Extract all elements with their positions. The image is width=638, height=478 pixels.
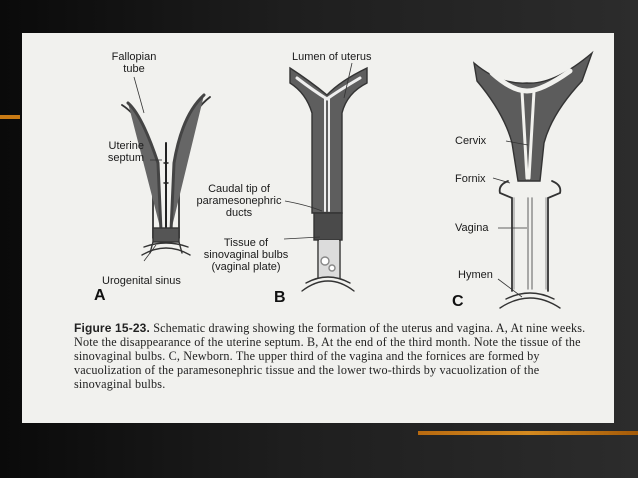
label-uterine-septum-line1: Uterine [108, 140, 144, 152]
label-caudal-tip-line2: paramesonephric [196, 195, 282, 207]
figure-slide [22, 33, 614, 423]
label-fallopian-tube [104, 51, 164, 75]
label-caudal-tip-line1: Caudal tip of [208, 183, 270, 195]
label-tissue-line1: Tissue of [223, 237, 269, 249]
accent-bar-left [0, 115, 20, 119]
figure-caption [74, 321, 599, 391]
label-cervix: Cervix [455, 135, 487, 147]
panel-letter-b: B [274, 289, 286, 306]
panel-b-drawing [290, 68, 367, 291]
label-lumen-of-uterus: Lumen of uterus [292, 51, 372, 63]
accent-bar-bottom [418, 431, 638, 435]
label-fornix: Fornix [455, 173, 486, 185]
label-fallopian-tube-line1: Fallopian [111, 51, 157, 63]
label-fallopian-tube-line2: tube [123, 63, 145, 75]
panel-letter-a: A [94, 287, 106, 304]
caption-number: Figure 15-23. [74, 321, 150, 335]
label-uterine-septum-line2: septum [107, 152, 144, 164]
label-uterine-septum [92, 140, 144, 164]
label-vagina: Vagina [455, 222, 489, 234]
label-tissue-sinovaginal [200, 237, 292, 273]
label-tissue-line3: (vaginal plate) [211, 261, 281, 273]
caption-text: Schematic drawing showing the formation of the uterus and vagina. A, At nine weeks. Note the disappearance of the uterine septum. B, At the end of the third month. Note the tissue of the sinovaginal bulbs. C, Newborn. The upper third of the vagina and the fornices are formed by vacuolization of the paramesonephric tissue and the lower two-thirds by vacuolization of the sinovaginal bulbs. [74, 321, 586, 391]
panel-letter-c: C [452, 293, 464, 310]
label-hymen: Hymen [458, 269, 493, 281]
label-urogenital-sinus: Urogenital sinus [102, 275, 181, 287]
panel-a-drawing [122, 95, 210, 255]
label-tissue-line2: sinovaginal bulbs [203, 249, 289, 261]
label-caudal-tip [190, 183, 288, 219]
label-caudal-tip-line3: ducts [225, 207, 253, 219]
